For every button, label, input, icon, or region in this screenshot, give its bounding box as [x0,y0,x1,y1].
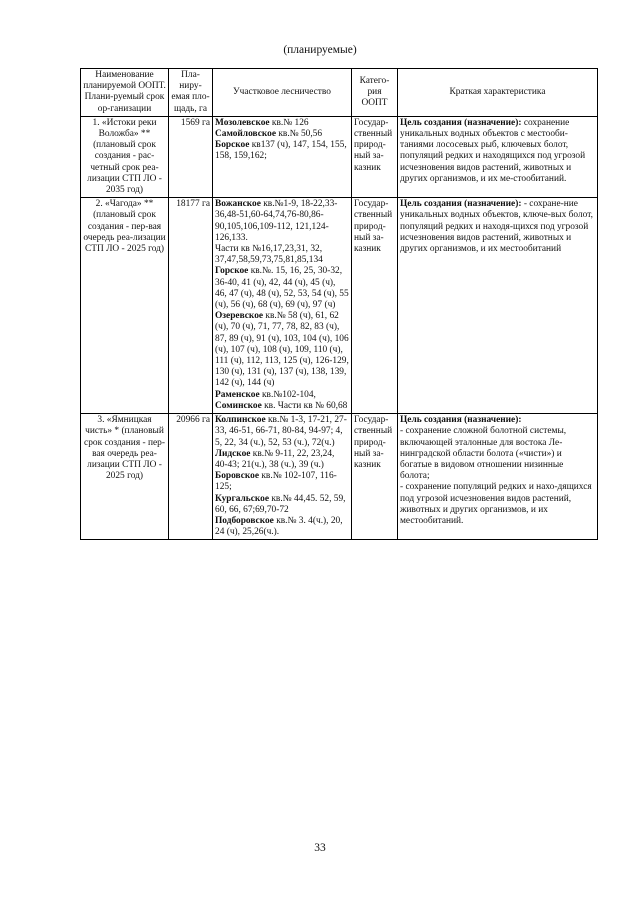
forestry-district-name: Борское [215,140,250,151]
header-forestry: Участковое лесничество [213,69,352,117]
header-name: Наименование планируемой ООПТ. Плани-руемый срок ор-ганизации [81,69,169,117]
description-paragraph [400,482,595,527]
forestry-district-name: Озеревское [215,311,264,322]
forestry-district-name: Кургальское [215,493,269,504]
forestry-entry [215,118,349,129]
table-header-row [81,69,598,117]
forestry-quarters: кв.№. 15, 16, 25, 30-32, 36-40, 41 (ч), 42, 44 (ч), 45 (ч), 46, 47 (ч), 48 (ч), 52, 53, 54 (ч), 55 (ч), 56 (ч), 68 (ч), 69 (ч), 97 (ч) [215,266,349,311]
description-text: сохранение уникальных водных объектов с местооби-таниями лососевых рыб, ключевых болот, популяций редких и находящихся под угрозой исчезновения видов растений, животных и других организмов, и их ме-стообитаний. [400,117,586,184]
forestry-quarters: кв.№ 50,56 [276,129,323,140]
forestry-entry [215,494,349,516]
forestry-quarters: кв. Части кв № 60,68 [261,400,348,411]
header-area: Пла-ниру-емая пло-щадь, га [169,69,213,117]
area-cell: 20966 га [169,414,213,540]
forestry-district-name: Соминское [215,400,262,411]
forestry-entry [215,140,349,162]
forestry-cell [213,116,352,197]
forestry-district-name: Вожанское [215,199,261,210]
header-category: Катего-рия ООПТ [352,69,398,117]
forestry-district-name: Мозолевское [215,117,270,128]
forestry-entry [215,390,349,401]
forestry-district-name: Самойловское [215,129,276,140]
forestry-quarters: кв.№ 1-3, 17-21, 27-33, 46-51, 66-71, 80-84, 94-97; 4, 5, 22, 34 (ч.), 52, 53 (ч.), 72(ч.) [215,415,347,448]
forestry-district-name: Колпинское [215,415,266,426]
area-cell: 18177 га [169,198,213,414]
description-cell [398,414,598,540]
forestry-quarters: Части кв №16,17,23,31, 32, 37,47,58,59,73,75,81,85,134 [215,244,323,266]
description-paragraph [400,118,595,185]
oopt-name-cell: 1. «Истоки реки Воложба» ** (плановый срок создания - рас-четный срок реа-лизации СТП ЛО - 2035 год) [81,116,169,197]
description-text: - сохране-ние уникальных водных объектов, ключе-вых болот, популяций редких и находя-щихся под угрозой исчезновения видов растений, животных и других организмов, и их местообитаний [400,199,593,255]
description-paragraph [400,426,595,482]
description-text: - сохранение популяций редких и нахо-дящихся под угрозой исчезновения видов растений, животных и других организмов, и их местообитаний. [400,482,592,526]
forestry-quarters: кв.№1-9, 18-22,33-36,48-51,60-64,74,76-80,86-90,105,106,109-112, 121,124-126,133. [215,199,338,243]
forestry-district-name: Лидское [215,448,251,459]
forestry-entry [215,199,349,244]
forestry-quarters: кв.№ 58 (ч), 61, 62 (ч), 70 (ч), 71, 77, 78, 82, 83 (ч), 87, 89 (ч), 91 (ч), 103, 104 (ч), 106 (ч), 107 (ч), 108 (ч), 109, 110 (ч), 111 (ч), 112, 113, 125 (ч), 126-129, 130 (ч), 131 (ч), 137 (ч), 138, 139, 142 (ч), 144 (ч) [215,311,349,389]
forestry-district-name: Подборовское [215,515,274,526]
table-row [81,198,598,414]
category-cell: Государ-ственный природ-ный за-казник [352,116,398,197]
forestry-quarters: кв.№ 3. 4(ч.), 20, 24 (ч), 25,26(ч.). [215,515,343,538]
forestry-quarters: кв137 (ч), 147, 154, 155, 158, 159,162; [215,140,347,162]
table-row [81,116,598,197]
category-cell: Государ-ственный природ-ный за-казник [352,198,398,414]
forestry-district-name: Горское [215,266,249,277]
forestry-quarters: кв.№ 44,45. 52, 59, 60, 66, 67;69,70-72 [215,493,346,515]
description-heading: Цель создания (назначение): [400,199,522,210]
forestry-district-name: Раменское [215,389,260,400]
forestry-entry [215,244,349,266]
forestry-cell [213,198,352,414]
description-cell [398,198,598,414]
forestry-quarters: кв.№ 9-11, 22, 23,24, 40-43; 21(ч.), 38 (ч.), 39 (ч.) [215,448,335,470]
forestry-entry [215,516,349,538]
description-text: - сохранение сложной болотной системы, включающей эталонные для востока Ле-нинградской области болота («чисти») и богатые в видовом отношении низинные болота; [400,426,567,482]
area-cell: 1569 га [169,116,213,197]
forestry-district-name: Боровское [215,471,260,482]
forestry-quarters: кв.№102-104, [259,389,316,400]
description-cell [398,116,598,197]
description-paragraph [400,415,595,426]
forestry-cell [213,414,352,540]
forestry-entry [215,415,349,449]
table-caption: (планируемые) [283,44,357,56]
oopt-table [80,68,598,540]
forestry-entry [215,311,349,389]
oopt-name-cell: 2. «Чагода» ** (плановый срок создания - пер-вая очередь реа-лизации СТП ЛО - 2025 год) [81,198,169,414]
forestry-entry [215,401,349,412]
page-number: 33 [314,842,326,854]
forestry-entry [215,129,349,140]
forestry-entry [215,449,349,471]
forestry-entry [215,471,349,493]
category-cell: Государ-ственный природ-ный за-казник [352,414,398,540]
description-paragraph [400,199,595,255]
forestry-entry [215,266,349,311]
description-heading: Цель создания (назначение): [400,117,522,128]
description-heading: Цель создания (назначение): [400,415,522,426]
forestry-quarters: кв.№ 126 [269,117,309,128]
header-description: Краткая характеристика [398,69,598,117]
oopt-name-cell: 3. «Ямницкая чисть» * (плановый срок создания - пер-вая очередь реа-лизации СТП ЛО - 2025 год) [81,414,169,540]
table-row [81,414,598,540]
forestry-quarters: кв.№ 102-107, 116-125; [215,471,337,493]
